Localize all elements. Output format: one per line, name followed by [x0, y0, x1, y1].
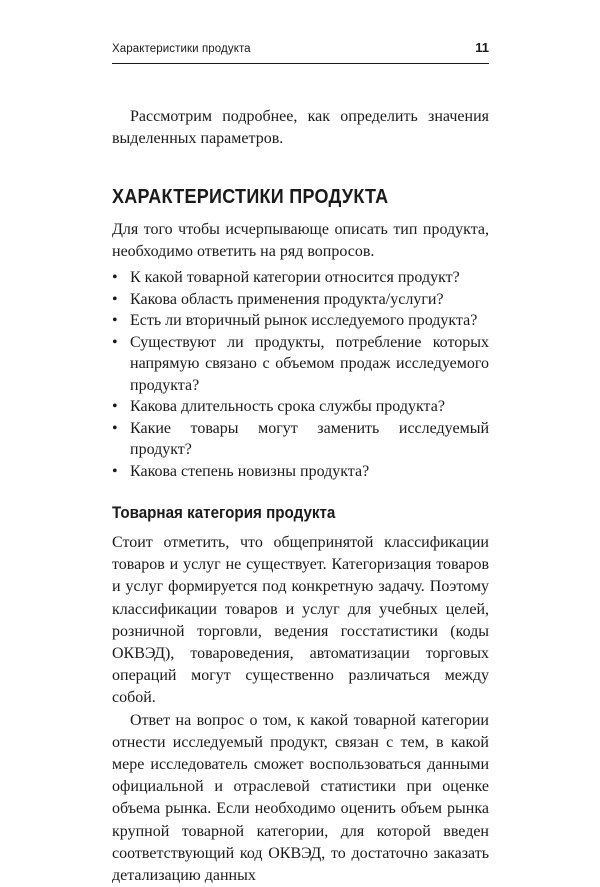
text-line: ленных параметров. [145, 130, 284, 147]
text-line: товарной категории, для которой введен соответствующий [112, 822, 489, 862]
list-item-text: связано с объемом продаж исследуемого продукта? [130, 355, 490, 394]
text-line: личаться между собой. [112, 667, 489, 707]
list-item-text: Какова длительность срока службы продукта? [130, 398, 445, 415]
intro-paragraph [112, 106, 489, 150]
text-line: и услуг не существует. Категоризация товаров и услуг фор [112, 556, 490, 596]
bullet-icon: • [112, 462, 118, 480]
list-item [112, 267, 489, 289]
text-line: циальной и отраслевой статистики при оценке объема [112, 778, 489, 818]
text-line: товаров и услуг для учебных целей, розничной торговли, [112, 600, 490, 640]
list-item-text: К какой товарной категории относится продукт? [130, 269, 460, 286]
text-line: рынка. Если необходимо оценить объем рынка крупной [112, 800, 489, 840]
text-line: ходимо ответить на ряд вопросов. [143, 243, 375, 260]
running-title: Характеристики продукта [112, 43, 251, 55]
text-line: код ОКВЭД, то достаточно заказать детализацию данных [112, 844, 490, 885]
list-item [112, 332, 489, 397]
body-paragraph [112, 710, 489, 887]
text-line: Ответ на вопрос о том, к какой товарной категории [130, 711, 489, 729]
text-line: Рассмотрим подробнее, как определить значения выде [112, 108, 489, 147]
page-number: 11 [475, 40, 489, 55]
list-item [112, 310, 489, 332]
book-page [112, 40, 489, 887]
list-item [112, 418, 489, 461]
list-item-text: Есть ли вторичный рынок исследуемого продукта? [130, 312, 478, 329]
bullet-icon: • [112, 269, 118, 286]
list-item-text: Какова степень новизны продукта? [130, 462, 370, 480]
list-item-text: Существуют ли продукты, потребление которых напрямую [130, 333, 489, 372]
section-lead-paragraph [112, 219, 489, 263]
running-header [112, 40, 489, 64]
list-item-text: Какие товары могут заменить исследуемый продукт? [130, 419, 489, 458]
questions-list [112, 267, 489, 482]
list-item [112, 396, 489, 418]
list-item [112, 461, 489, 483]
text-line: автоматизации торговых операций могут существенно раз [112, 645, 489, 685]
body-paragraph [112, 532, 489, 710]
section-heading: ХАРАКТЕРИСТИКИ ПРОДУКТА [112, 186, 389, 208]
bullet-icon: • [112, 333, 118, 351]
text-line: ведения госстатистики (коды ОКВЭД), товароведения, [112, 622, 489, 663]
text-line: исследователь сможет воспользоваться данными офи [112, 756, 490, 796]
list-item [112, 289, 489, 311]
text-line: отнести исследуемый продукт, связан с тем, в какой мере [112, 733, 489, 774]
bullet-icon: • [112, 312, 118, 329]
subsection-heading: Товарная категория продукта [112, 504, 336, 522]
bullet-icon: • [112, 290, 118, 308]
text-line: Для того чтобы исчерпывающе описать тип продукта, необ [112, 221, 489, 260]
bullet-icon: • [112, 398, 118, 415]
subsection-body [112, 532, 489, 887]
text-line: Стоит отметить, что общепринятой классификации товаров [112, 534, 489, 574]
text-line: мируется под конкретную задачу. Поэтому классификации [112, 578, 489, 618]
bullet-icon: • [112, 419, 118, 437]
list-item-text: Какова область применения продукта/услуги? [130, 290, 444, 308]
